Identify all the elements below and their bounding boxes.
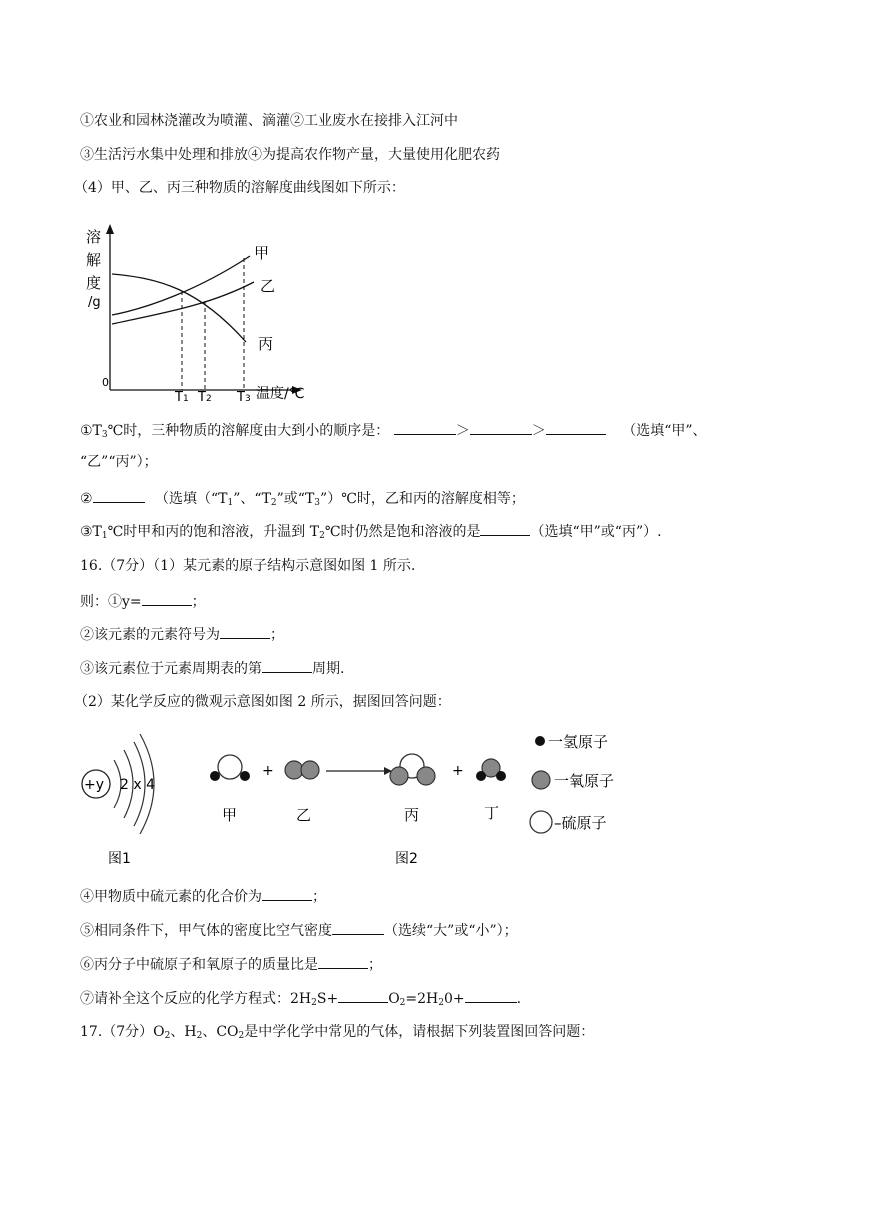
atom-structure-figure bbox=[78, 730, 188, 870]
ylabel-unit: /g bbox=[88, 295, 101, 310]
plus-2: + bbox=[452, 763, 464, 779]
q16-2-line: ②该元素的元素符号为 ； bbox=[80, 624, 284, 645]
legend-hydrogen-icon bbox=[535, 736, 545, 746]
legend-oxygen: 一氧原子 bbox=[554, 772, 615, 790]
plus-1: + bbox=[262, 763, 274, 779]
answer-blank-4[interactable] bbox=[93, 488, 145, 503]
series-bing-line bbox=[112, 274, 246, 342]
answer-blank-5[interactable] bbox=[480, 521, 530, 536]
series-bing-label: 丙 bbox=[258, 335, 274, 353]
text-line-3: （4）甲、乙、丙三种物质的溶解度曲线图如下所示： bbox=[74, 180, 405, 196]
fig1-caption: 图1 bbox=[108, 851, 131, 867]
text-line-1: ①农业和园林浇灌改为喷灌、滴灌②工业废水在接排入江河中 bbox=[80, 113, 458, 129]
jia-hydrogen-atom-1 bbox=[210, 771, 220, 781]
jia-sulfur-atom bbox=[218, 755, 242, 779]
answer-blank-12[interactable] bbox=[338, 988, 388, 1003]
tick-t2-label: $T_2$ bbox=[198, 389, 212, 403]
ylabel-char-2: 解 bbox=[86, 251, 102, 269]
ylabel-char-3: 度 bbox=[86, 274, 102, 292]
bing-oxygen-atom-1 bbox=[390, 767, 408, 785]
q4-3-line: $③T_1℃$时甲和丙的饱和溶液，升温到 $T_2℃$时仍然是饱和溶液的是 （选填“甲”或“丙”）. bbox=[80, 521, 662, 546]
legend-hydrogen: 一氢原子 bbox=[548, 733, 609, 751]
q16-1-line: 则：①y= ； bbox=[80, 591, 206, 612]
nucleus-label: +y bbox=[84, 777, 105, 793]
fig2-caption: 图2 bbox=[395, 851, 418, 867]
shell-electrons: 2 x 4 bbox=[120, 777, 155, 793]
answer-blank-6[interactable] bbox=[142, 591, 192, 606]
q4-1-line: $①T_3℃$时，三种物质的溶解度由大到小的顺序是： ＞ ＞ （选填“甲”、 bbox=[80, 420, 707, 445]
label-yi: 乙 bbox=[296, 806, 312, 824]
q4-1-cont: “乙”“丙”）； bbox=[80, 454, 158, 470]
yi-oxygen-atom-1 bbox=[285, 761, 303, 779]
answer-blank-8[interactable] bbox=[262, 658, 312, 673]
q17-title: 17.（7分）$O_2$、$H_2$、$CO_2$是中学化学中常见的气体，请根据下列装置图回答问题： bbox=[80, 1024, 595, 1041]
answer-blank-11[interactable] bbox=[318, 954, 368, 969]
legend-sulfur-icon bbox=[530, 811, 552, 833]
answer-blank-3[interactable] bbox=[546, 420, 606, 435]
tick-t3-label: $T_3$ bbox=[237, 389, 251, 403]
q16-3-line: ③该元素位于元素周期表的第 周期. bbox=[80, 658, 344, 679]
series-yi-label: 乙 bbox=[260, 277, 276, 295]
bing-oxygen-atom-2 bbox=[417, 767, 435, 785]
tick-t1-label: $T_1$ bbox=[175, 389, 189, 403]
reaction-figure bbox=[200, 730, 640, 870]
label-bing: 丙 bbox=[404, 806, 420, 824]
ding-hydrogen-atom-2 bbox=[496, 771, 506, 781]
q16-7-line: ⑥丙分子中硫原子和氧原子的质量比是 ； bbox=[80, 954, 382, 975]
origin-label: 0 bbox=[102, 376, 109, 389]
legend-sulfur: –硫原子 bbox=[554, 814, 607, 832]
yi-oxygen-atom-2 bbox=[301, 761, 319, 779]
q16-8-line: ⑦请补全这个反应的化学方程式：$2H_2S+ O_2=2H_20+$ . bbox=[80, 988, 521, 1013]
answer-blank-7[interactable] bbox=[220, 624, 270, 639]
series-jia-label: 甲 bbox=[254, 244, 270, 262]
ding-hydrogen-atom-1 bbox=[476, 771, 486, 781]
legend-oxygen-icon bbox=[532, 771, 550, 789]
series-yi-line bbox=[112, 282, 254, 324]
q16-4-line: （2）某化学反应的微观示意图如图 2 所示，据图回答问题： bbox=[74, 694, 451, 710]
label-jia: 甲 bbox=[222, 806, 238, 824]
answer-blank-2[interactable] bbox=[470, 420, 532, 435]
q16-6-line: ⑤相同条件下，甲气体的密度比空气密度 （选续“大”或“小”）； bbox=[80, 920, 518, 941]
solubility-chart bbox=[78, 218, 318, 403]
answer-blank-9[interactable] bbox=[262, 886, 312, 901]
y-axis-arrow bbox=[106, 224, 114, 234]
series-jia-line bbox=[112, 256, 250, 315]
q16-title: 16.（7分）（1）某元素的原子结构示意图如图 1 所示. bbox=[80, 558, 416, 574]
jia-hydrogen-atom-2 bbox=[240, 771, 250, 781]
answer-blank-13[interactable] bbox=[465, 988, 517, 1003]
answer-blank-1[interactable] bbox=[394, 420, 456, 435]
q16-5-line: ④甲物质中硫元素的化合价为 ； bbox=[80, 886, 326, 907]
answer-blank-10[interactable] bbox=[332, 920, 384, 935]
label-ding: 丁 bbox=[484, 804, 500, 822]
text-line-2: ③生活污水集中处理和排放④为提高农作物产量，大量使用化肥农药 bbox=[80, 147, 500, 163]
xlabel: 温度/℃ bbox=[256, 386, 305, 402]
q4-2-line: ② （选填（“$T_1$”、“$T_2$”或“$T_3”)℃$时，乙和丙的溶解度相等； bbox=[80, 488, 525, 513]
ylabel-char-1: 溶 bbox=[86, 228, 102, 246]
